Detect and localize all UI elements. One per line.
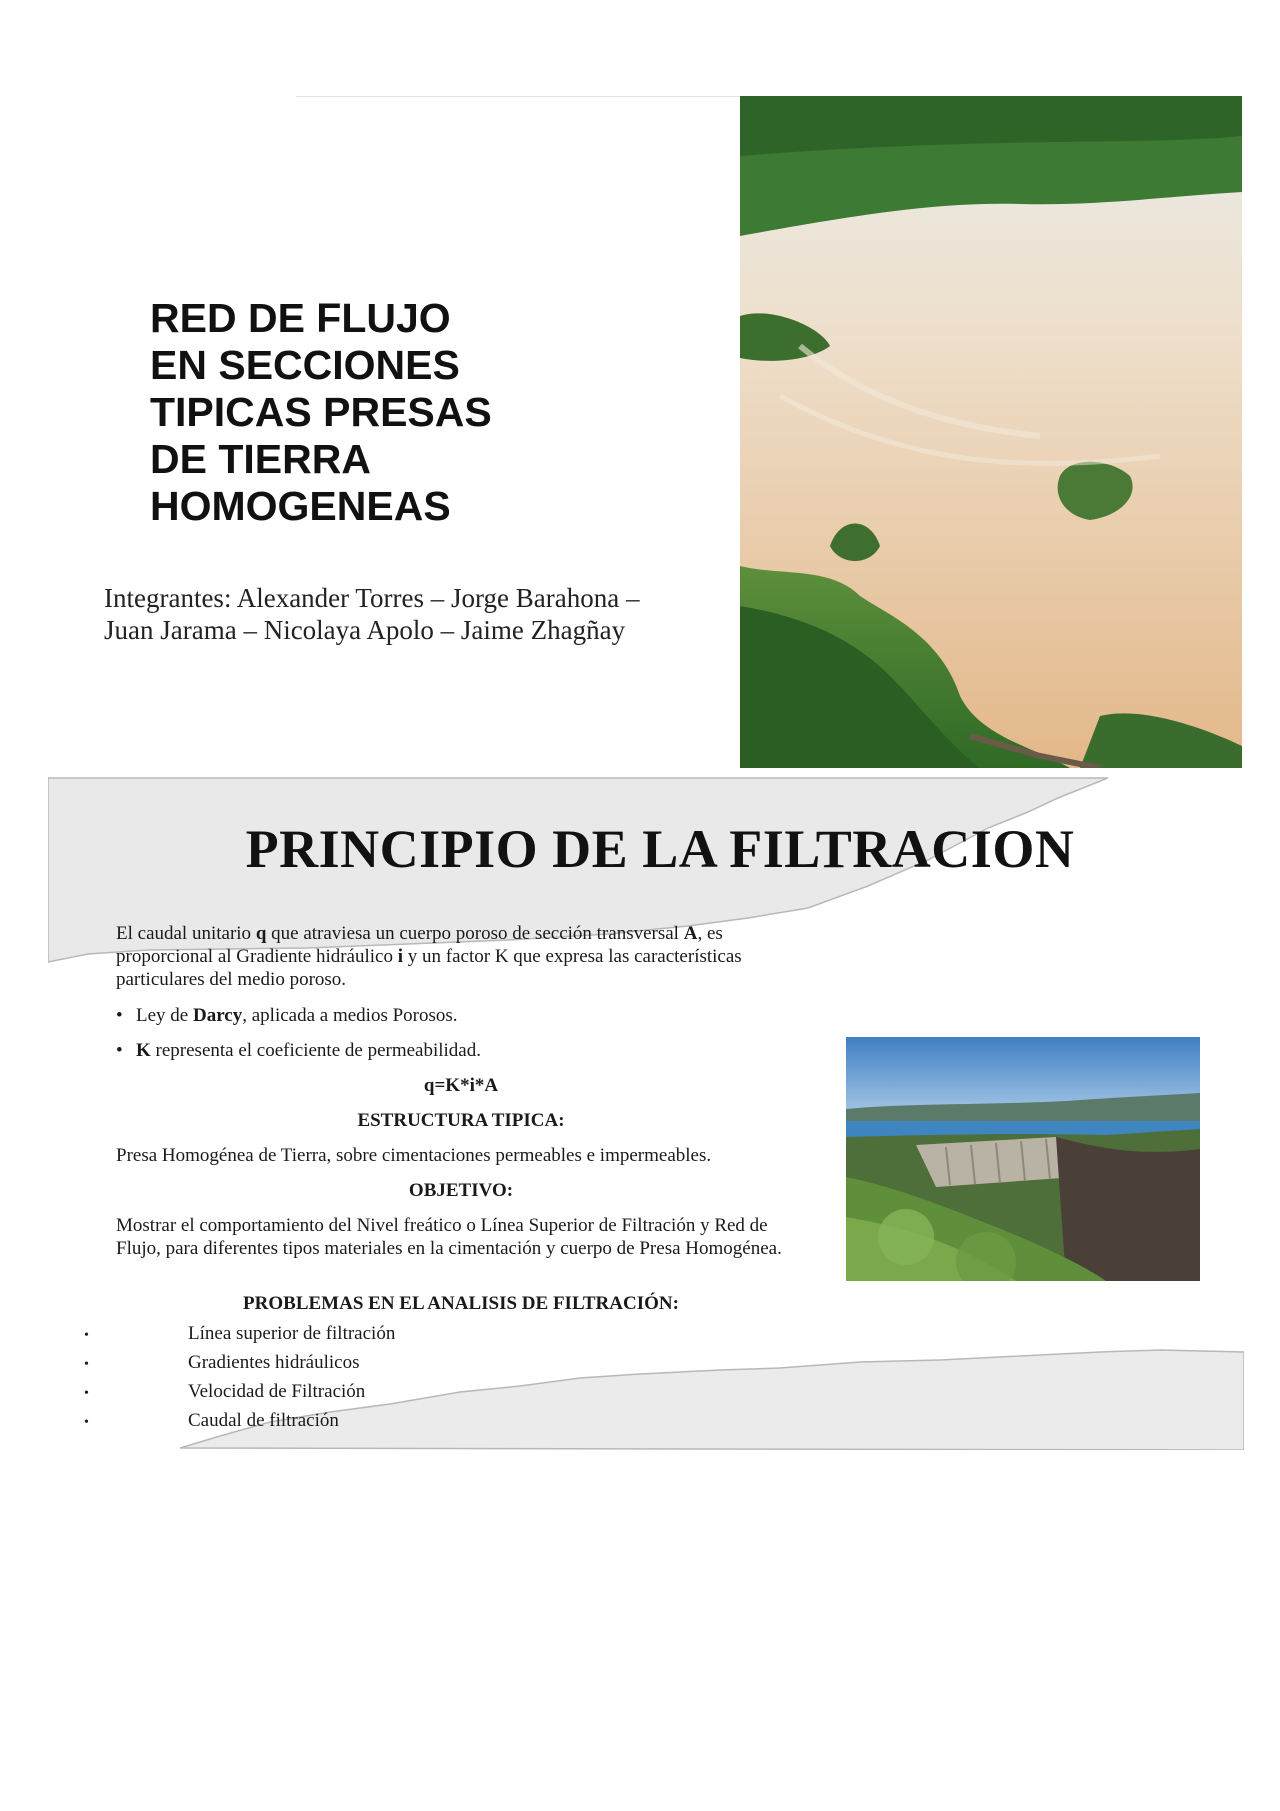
- bullet-darcy: [116, 1004, 458, 1027]
- structure-text: Presa Homogénea de Tierra, sobre cimentaciones permeables e impermeables.: [116, 1145, 712, 1166]
- bullet-icon: •: [84, 1357, 89, 1372]
- bullet-k: [116, 1039, 481, 1062]
- cover-title-line: HOMOGENEAS: [150, 483, 451, 529]
- problem-item: [84, 1322, 584, 1347]
- formula: q=K*i*A: [423, 1075, 499, 1096]
- intro-i-symbol: i: [397, 946, 404, 967]
- members-line: Juan Jarama – Nicolaya Apolo – Jaime Zhagñay: [104, 615, 626, 645]
- intro-text: que atraviesa un cuerpo poroso de sección transversal: [266, 923, 684, 944]
- bullet-bold: K: [136, 1040, 151, 1061]
- cover-title-line: RED DE FLUJO: [150, 295, 451, 341]
- problem-text: Gradientes hidráulicos: [188, 1352, 360, 1373]
- objective-text: Mostrar el comportamiento del Nivel freático o Línea Superior de Filtración y Red de Flujo, para diferentes tipos materiales en la cimentación y cuerpo de Presa Homogénea.: [116, 1215, 782, 1259]
- problems-heading: PROBLEMAS EN EL ANALISIS DE FILTRACIÓN:: [243, 1293, 679, 1314]
- bullet-icon: •: [84, 1386, 89, 1401]
- cover-title-line: DE TIERRA: [150, 436, 371, 482]
- bullet-text: , aplicada a medios Porosos.: [242, 1005, 458, 1026]
- river-flood-photo: [740, 96, 1242, 768]
- bullet-bold: Darcy: [192, 1005, 243, 1026]
- problem-text: Caudal de filtración: [188, 1410, 339, 1431]
- bullet-text: representa el coeficiente de permeabilidad.: [150, 1040, 481, 1061]
- problem-item: [84, 1380, 584, 1405]
- problem-text: Línea superior de filtración: [188, 1323, 396, 1344]
- bullet-icon: •: [116, 1005, 123, 1026]
- cover-title-line: TIPICAS PRESAS: [150, 389, 492, 435]
- members-line: Integrantes: Alexander Torres – Jorge Barahona –: [104, 583, 640, 613]
- dam-photo: [846, 1037, 1200, 1281]
- cover-title-line: EN SECCIONES: [150, 342, 460, 388]
- intro-text: y un factor K que expresa las características particulares del medio poroso.: [116, 946, 742, 990]
- objective-heading: OBJETIVO:: [408, 1180, 514, 1201]
- intro-paragraph: [116, 922, 806, 991]
- intro-a-symbol: A: [683, 923, 698, 944]
- top-rule: [296, 96, 740, 97]
- members-list: [104, 582, 724, 646]
- problem-text: Velocidad de Filtración: [188, 1381, 366, 1402]
- intro-q-symbol: q: [255, 923, 267, 944]
- intro-text: El caudal unitario: [116, 923, 256, 944]
- section-title: PRINCIPIO DE LA FILTRACION: [245, 819, 1075, 879]
- bullet-icon: •: [84, 1415, 89, 1430]
- bullet-icon: •: [84, 1328, 89, 1343]
- bullet-icon: •: [116, 1040, 123, 1061]
- bullet-text: Ley de: [136, 1005, 193, 1026]
- problem-item: [84, 1409, 584, 1434]
- cover-title: [150, 295, 570, 530]
- intro-text: , es proporcional al Gradiente hidráulico: [116, 923, 723, 967]
- structure-heading: ESTRUCTURA TIPICA:: [357, 1110, 565, 1131]
- problem-item: [84, 1351, 584, 1376]
